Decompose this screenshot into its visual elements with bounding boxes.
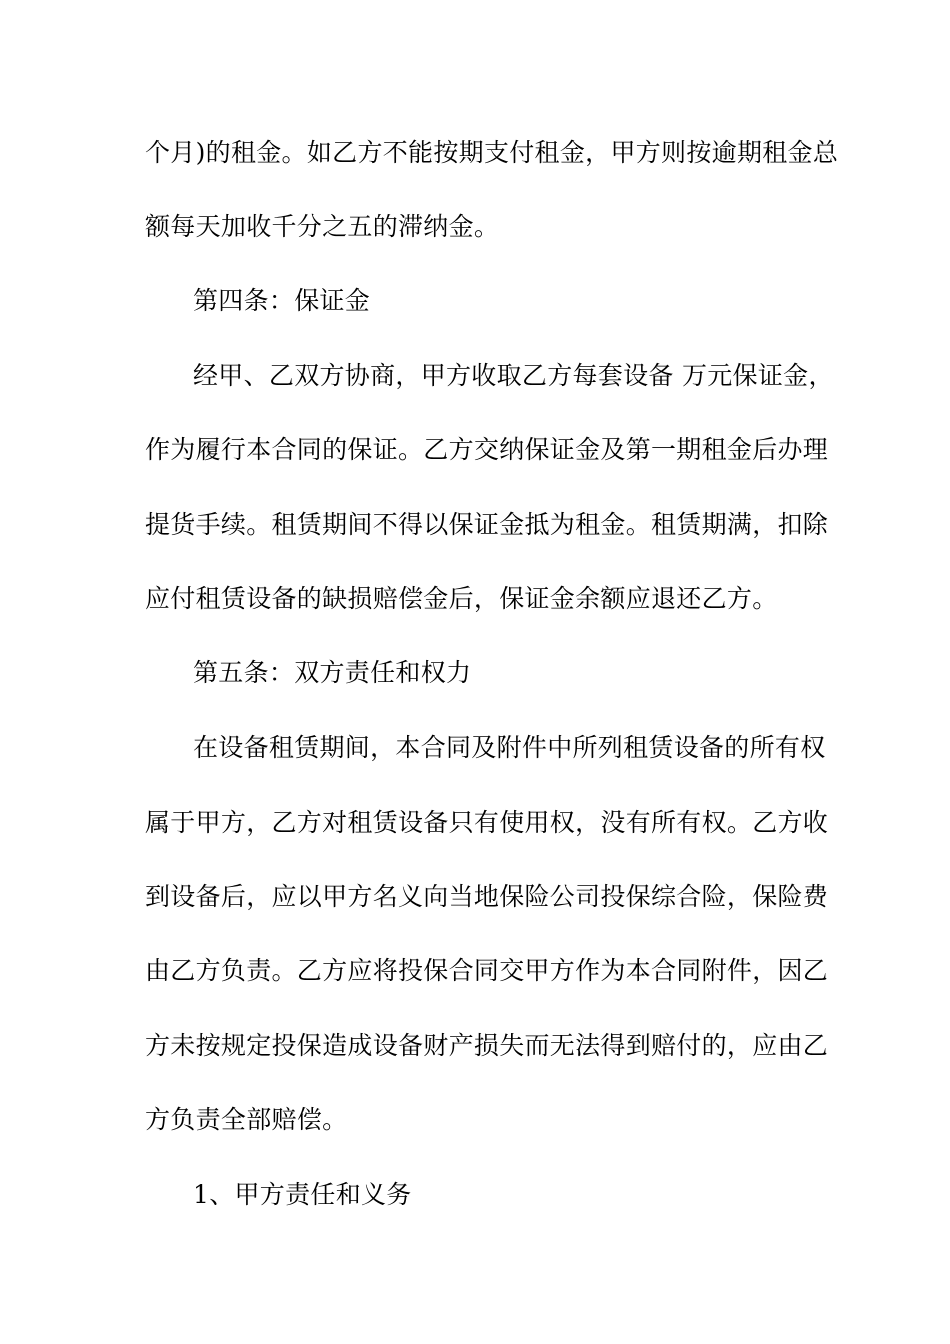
section-heading-article-5: 第五条：双方责任和权力 [193, 658, 472, 687]
paragraph-line-9: 在设备租赁期间，本合同及附件中所列租赁设备的所有权 [193, 733, 826, 762]
paragraph-line-10: 属于甲方，乙方对租赁设备只有使用权，没有所有权。乙方收 [145, 808, 829, 837]
section-heading-article-4: 第四条：保证金 [193, 286, 371, 315]
paragraph-line-12: 由乙方负责。乙方应将投保合同交甲方作为本合同附件，因乙 [145, 956, 829, 985]
paragraph-line-5: 作为履行本合同的保证。乙方交纳保证金及第一期租金后办理 [145, 435, 829, 464]
paragraph-line-11: 到设备后，应以甲方名义向当地保险公司投保综合险，保险费 [145, 882, 829, 911]
paragraph-line-6: 提货手续。租赁期间不得以保证金抵为租金。租赁期满，扣除 [145, 510, 829, 539]
subsection-heading-party-a-duties: 1、甲方责任和义务 [193, 1180, 412, 1209]
paragraph-line-4: 经甲、乙双方协商，甲方收取乙方每套设备 万元保证金， [193, 361, 834, 390]
paragraph-line-7: 应付租赁设备的缺损赔偿金后，保证金余额应退还乙方。 [145, 584, 778, 613]
paragraph-line-1: 个月)的租金。如乙方不能按期支付租金，甲方则按逾期租金总 [145, 138, 839, 167]
paragraph-line-13: 方未按规定投保造成设备财产损失而无法得到赔付的，应由乙 [145, 1031, 829, 1060]
paragraph-line-2: 额每天加收千分之五的滞纳金。 [145, 212, 500, 241]
paragraph-line-14: 方负责全部赔偿。 [145, 1105, 348, 1134]
